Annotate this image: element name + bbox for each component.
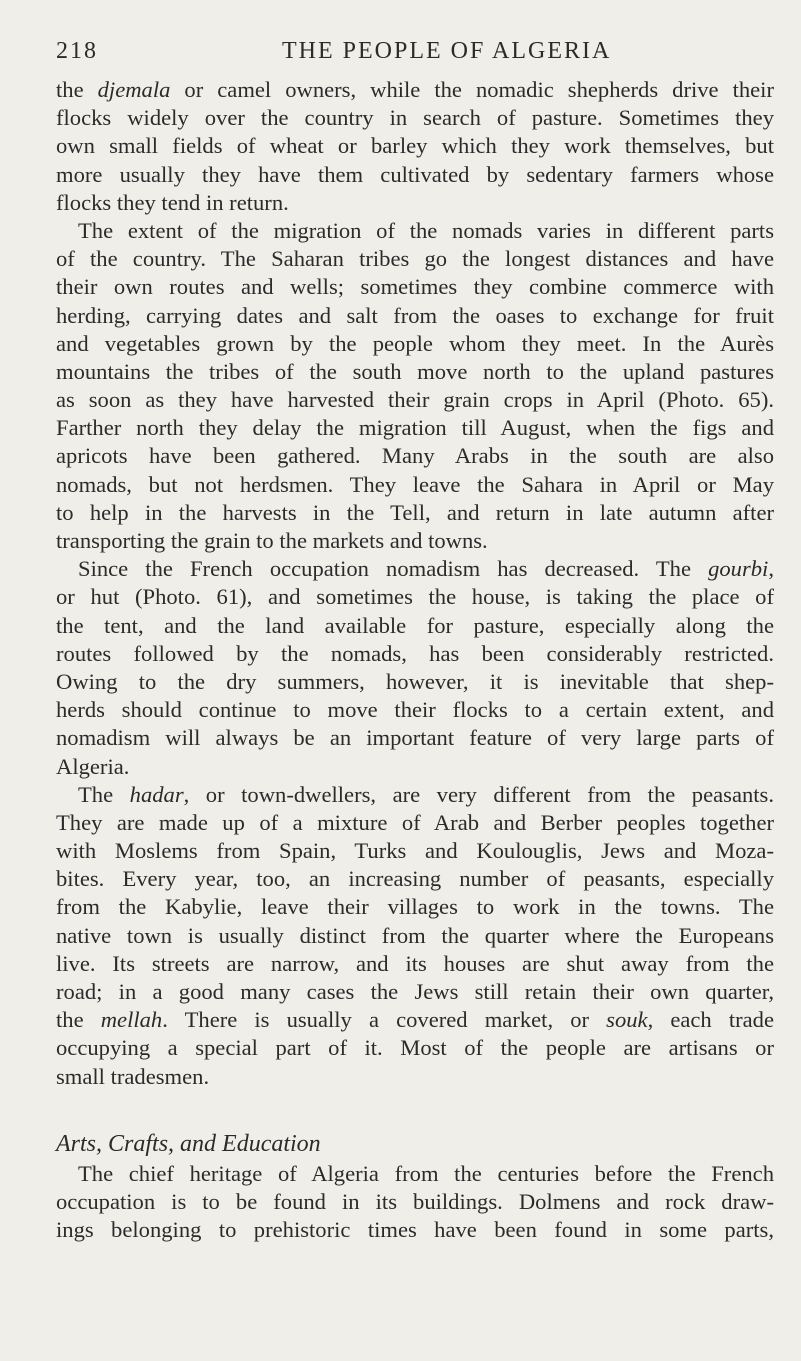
text-line: the tent, and the land available for pasture, especially along the — [56, 612, 774, 638]
text-line: more usually they have them cultivated by sedentary farmers whose — [56, 161, 774, 187]
paragraph — [56, 1160, 774, 1245]
text-line: herding, carrying dates and salt from the oases to exchange for fruit — [56, 302, 774, 328]
text-line: routes followed by the nomads, has been considerably restricted. — [56, 640, 774, 666]
text-line: Since the French occupation nomadism has decreased. The gourbi, — [78, 556, 774, 582]
text-line: They are made up of a mixture of Arab and Berber peoples together — [56, 809, 774, 835]
text-line: nomads, but not herdsmen. They leave the Sahara in April or May — [56, 471, 774, 497]
running-header — [56, 38, 776, 72]
text-line: herds should continue to move their flocks to a certain extent, and — [56, 697, 774, 723]
text-line: nomadism will always be an important feature of very large parts of — [56, 725, 774, 751]
running-title: THE PEOPLE OF ALGERIA — [282, 38, 612, 64]
text-line: the mellah. There is usually a covered market, or souk, each trade — [56, 1007, 774, 1033]
section-heading: Arts, Crafts, and Education — [56, 1130, 321, 1157]
text-line: apricots have been gathered. Many Arabs in the south are also — [56, 443, 774, 469]
text-line: from the Kabylie, leave their villages to work in the towns. The — [56, 894, 774, 920]
text-line: flocks they tend in return. — [56, 189, 289, 215]
text-line: to help in the harvests in the Tell, and return in late autumn after — [56, 499, 774, 525]
italic-term: hadar — [129, 781, 184, 807]
italic-term: souk — [606, 1007, 648, 1033]
text-line: The extent of the migration of the nomads varies in different parts — [78, 217, 774, 243]
text-line: and vegetables grown by the people whom they meet. In the Aurès — [56, 330, 774, 356]
text-line: The hadar, or town-dwellers, are very different from the peasants. — [78, 781, 774, 807]
paragraph — [56, 217, 774, 555]
italic-term: mellah — [100, 1007, 163, 1033]
italic-term: djemala — [97, 77, 171, 102]
text-line: Algeria. — [56, 753, 130, 779]
text-line: as soon as they have harvested their grain crops in April (Photo. 65). — [56, 387, 774, 413]
paragraph — [56, 781, 774, 1091]
text-line: their own routes and wells; sometimes they combine commerce with — [56, 274, 774, 300]
text-line: bites. Every year, too, an increasing number of peasants, especially — [56, 866, 774, 892]
text-line: Farther north they delay the migration till August, when the figs and — [56, 415, 774, 441]
page-number: 218 — [56, 38, 98, 64]
text-line: of the country. The Saharan tribes go the longest distances and have — [56, 246, 774, 272]
text-line: flocks widely over the country in search of pasture. Sometimes they — [56, 105, 774, 131]
text-line: The chief heritage of Algeria from the centuries before the French — [78, 1160, 774, 1186]
text-line: own small fields of wheat or barley which they work themselves, but — [56, 133, 774, 159]
spacer — [56, 1091, 774, 1128]
text-line: or hut (Photo. 61), and sometimes the house, is taking the place of — [56, 584, 774, 610]
text-line: road; in a good many cases the Jews still retain their own quarter, — [56, 979, 774, 1004]
italic-term: gourbi — [708, 556, 769, 582]
text-line: occupying a special part of it. Most of the people are artisans or — [56, 1035, 774, 1061]
body-text — [56, 76, 774, 1244]
text-line: transporting the grain to the markets and towns. — [56, 528, 488, 553]
text-line: occupation is to be found in its buildings. Dolmens and rock draw- — [56, 1188, 774, 1214]
text-line: native town is usually distinct from the quarter where the Europeans — [56, 922, 774, 948]
text-line: ings belonging to prehistoric times have been found in some parts, — [56, 1217, 774, 1243]
text-line: the djemala or camel owners, while the nomadic shepherds drive their — [56, 77, 774, 102]
paragraph — [56, 76, 774, 217]
text-line: Owing to the dry summers, however, it is inevitable that shep- — [56, 668, 774, 694]
text-line: small tradesmen. — [56, 1063, 210, 1089]
text-line: live. Its streets are narrow, and its houses are shut away from the — [56, 950, 774, 976]
paragraph — [56, 555, 774, 781]
text-line: mountains the tribes of the south move north to the upland pastures — [56, 358, 774, 384]
text-line: with Moslems from Spain, Turks and Koulouglis, Jews and Moza- — [56, 838, 774, 864]
